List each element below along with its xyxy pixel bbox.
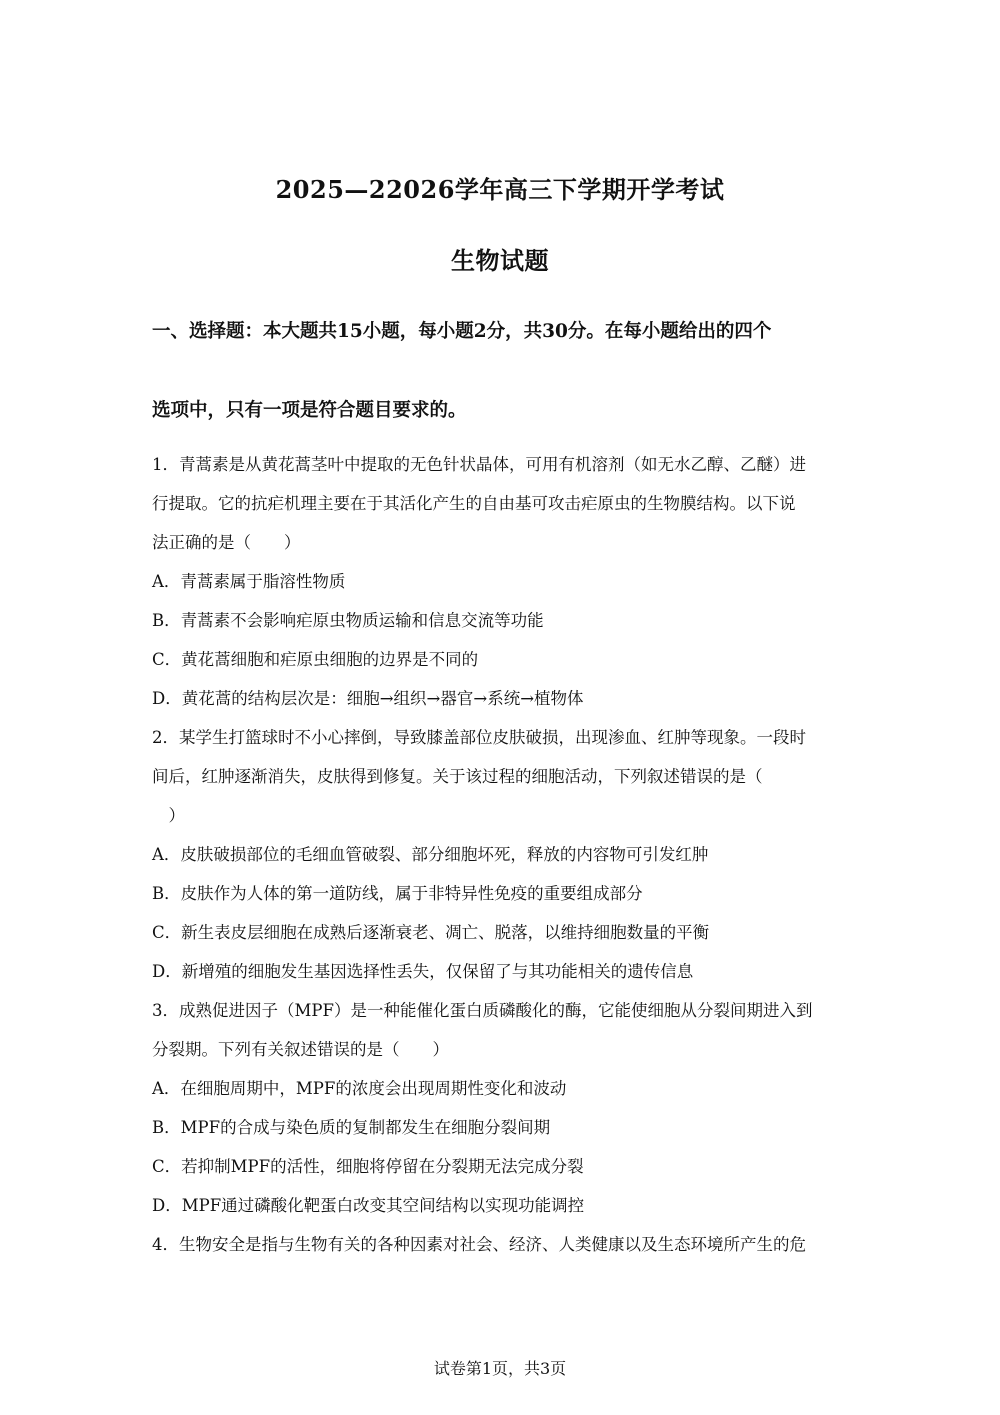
- question-2-stem-line-1: 2．某学生打篮球时不小心摔倒，导致膝盖部位皮肤破损，出现渗血、红肿等现象。一段时: [152, 728, 806, 747]
- question-2-stem-line-3: ）: [152, 806, 185, 825]
- question-3-option-a: A．在细胞周期中，MPF的浓度会出现周期性变化和波动: [152, 1079, 567, 1098]
- question-3-stem-line-1: 3．成熟促进因子（MPF）是一种能催化蛋白质磷酸化的酶，它能使细胞从分裂间期进入到: [152, 1001, 813, 1020]
- question-1-stem-line-3: 法正确的是（ ）: [152, 533, 301, 552]
- question-3-option-b: B．MPF的合成与染色质的复制都发生在细胞分裂间期: [152, 1118, 551, 1137]
- question-4-stem-line-1: 4．生物安全是指与生物有关的各种因素对社会、经济、人类健康以及生态环境所产生的危: [152, 1235, 806, 1254]
- question-1-option-b: B．青蒿素不会影响疟原虫物质运输和信息交流等功能: [152, 611, 544, 630]
- question-1-option-a: A．青蒿素属于脂溶性物质: [152, 572, 346, 591]
- question-2-option-b: B．皮肤作为人体的第一道防线，属于非特异性免疫的重要组成部分: [152, 884, 643, 903]
- question-2-option-c: C．新生表皮层细胞在成熟后逐渐衰老、凋亡、脱落，以维持细胞数量的平衡: [152, 923, 710, 942]
- question-3-stem-line-2: 分裂期。下列有关叙述错误的是（ ）: [152, 1040, 449, 1059]
- question-1-stem-line-1: 1．青蒿素是从黄花蒿茎叶中提取的无色针状晶体，可用有机溶剂（如无水乙醇、乙醚）进: [152, 455, 806, 474]
- question-3-option-c: C．若抑制MPF的活性，细胞将停留在分裂期无法完成分裂: [152, 1157, 584, 1176]
- question-1-option-c: C．黄花蒿细胞和疟原虫细胞的边界是不同的: [152, 650, 479, 669]
- question-1-stem-line-2: 行提取。它的抗疟机理主要在于其活化产生的自由基可攻击疟原虫的生物膜结构。以下说: [152, 494, 796, 513]
- exam-title: 2025—22026学年高三下学期开学考试: [275, 175, 725, 204]
- page-footer: 试卷第1页，共3页: [433, 1359, 567, 1378]
- question-1-option-d: D．黄花蒿的结构层次是：细胞→组织→器官→系统→植物体: [152, 689, 584, 708]
- question-2-option-a: A．皮肤破损部位的毛细血管破裂、部分细胞坏死，释放的内容物可引发红肿: [152, 845, 709, 864]
- question-2-stem-line-2: 间后，红肿逐渐消失，皮肤得到修复。关于该过程的细胞活动，下列叙述错误的是（: [152, 767, 763, 786]
- section-heading-line-1: 一、选择题：本大题共15小题，每小题2分，共30分。在每小题给出的四个: [152, 321, 772, 342]
- question-3-option-d: D．MPF通过磷酸化靶蛋白改变其空间结构以实现功能调控: [152, 1196, 585, 1215]
- subject-title: 生物试题: [451, 246, 549, 275]
- question-2-option-d: D．新增殖的细胞发生基因选择性丢失，仅保留了与其功能相关的遗传信息: [152, 962, 694, 981]
- section-heading-line-2: 选项中，只有一项是符合题目要求的。: [152, 400, 467, 421]
